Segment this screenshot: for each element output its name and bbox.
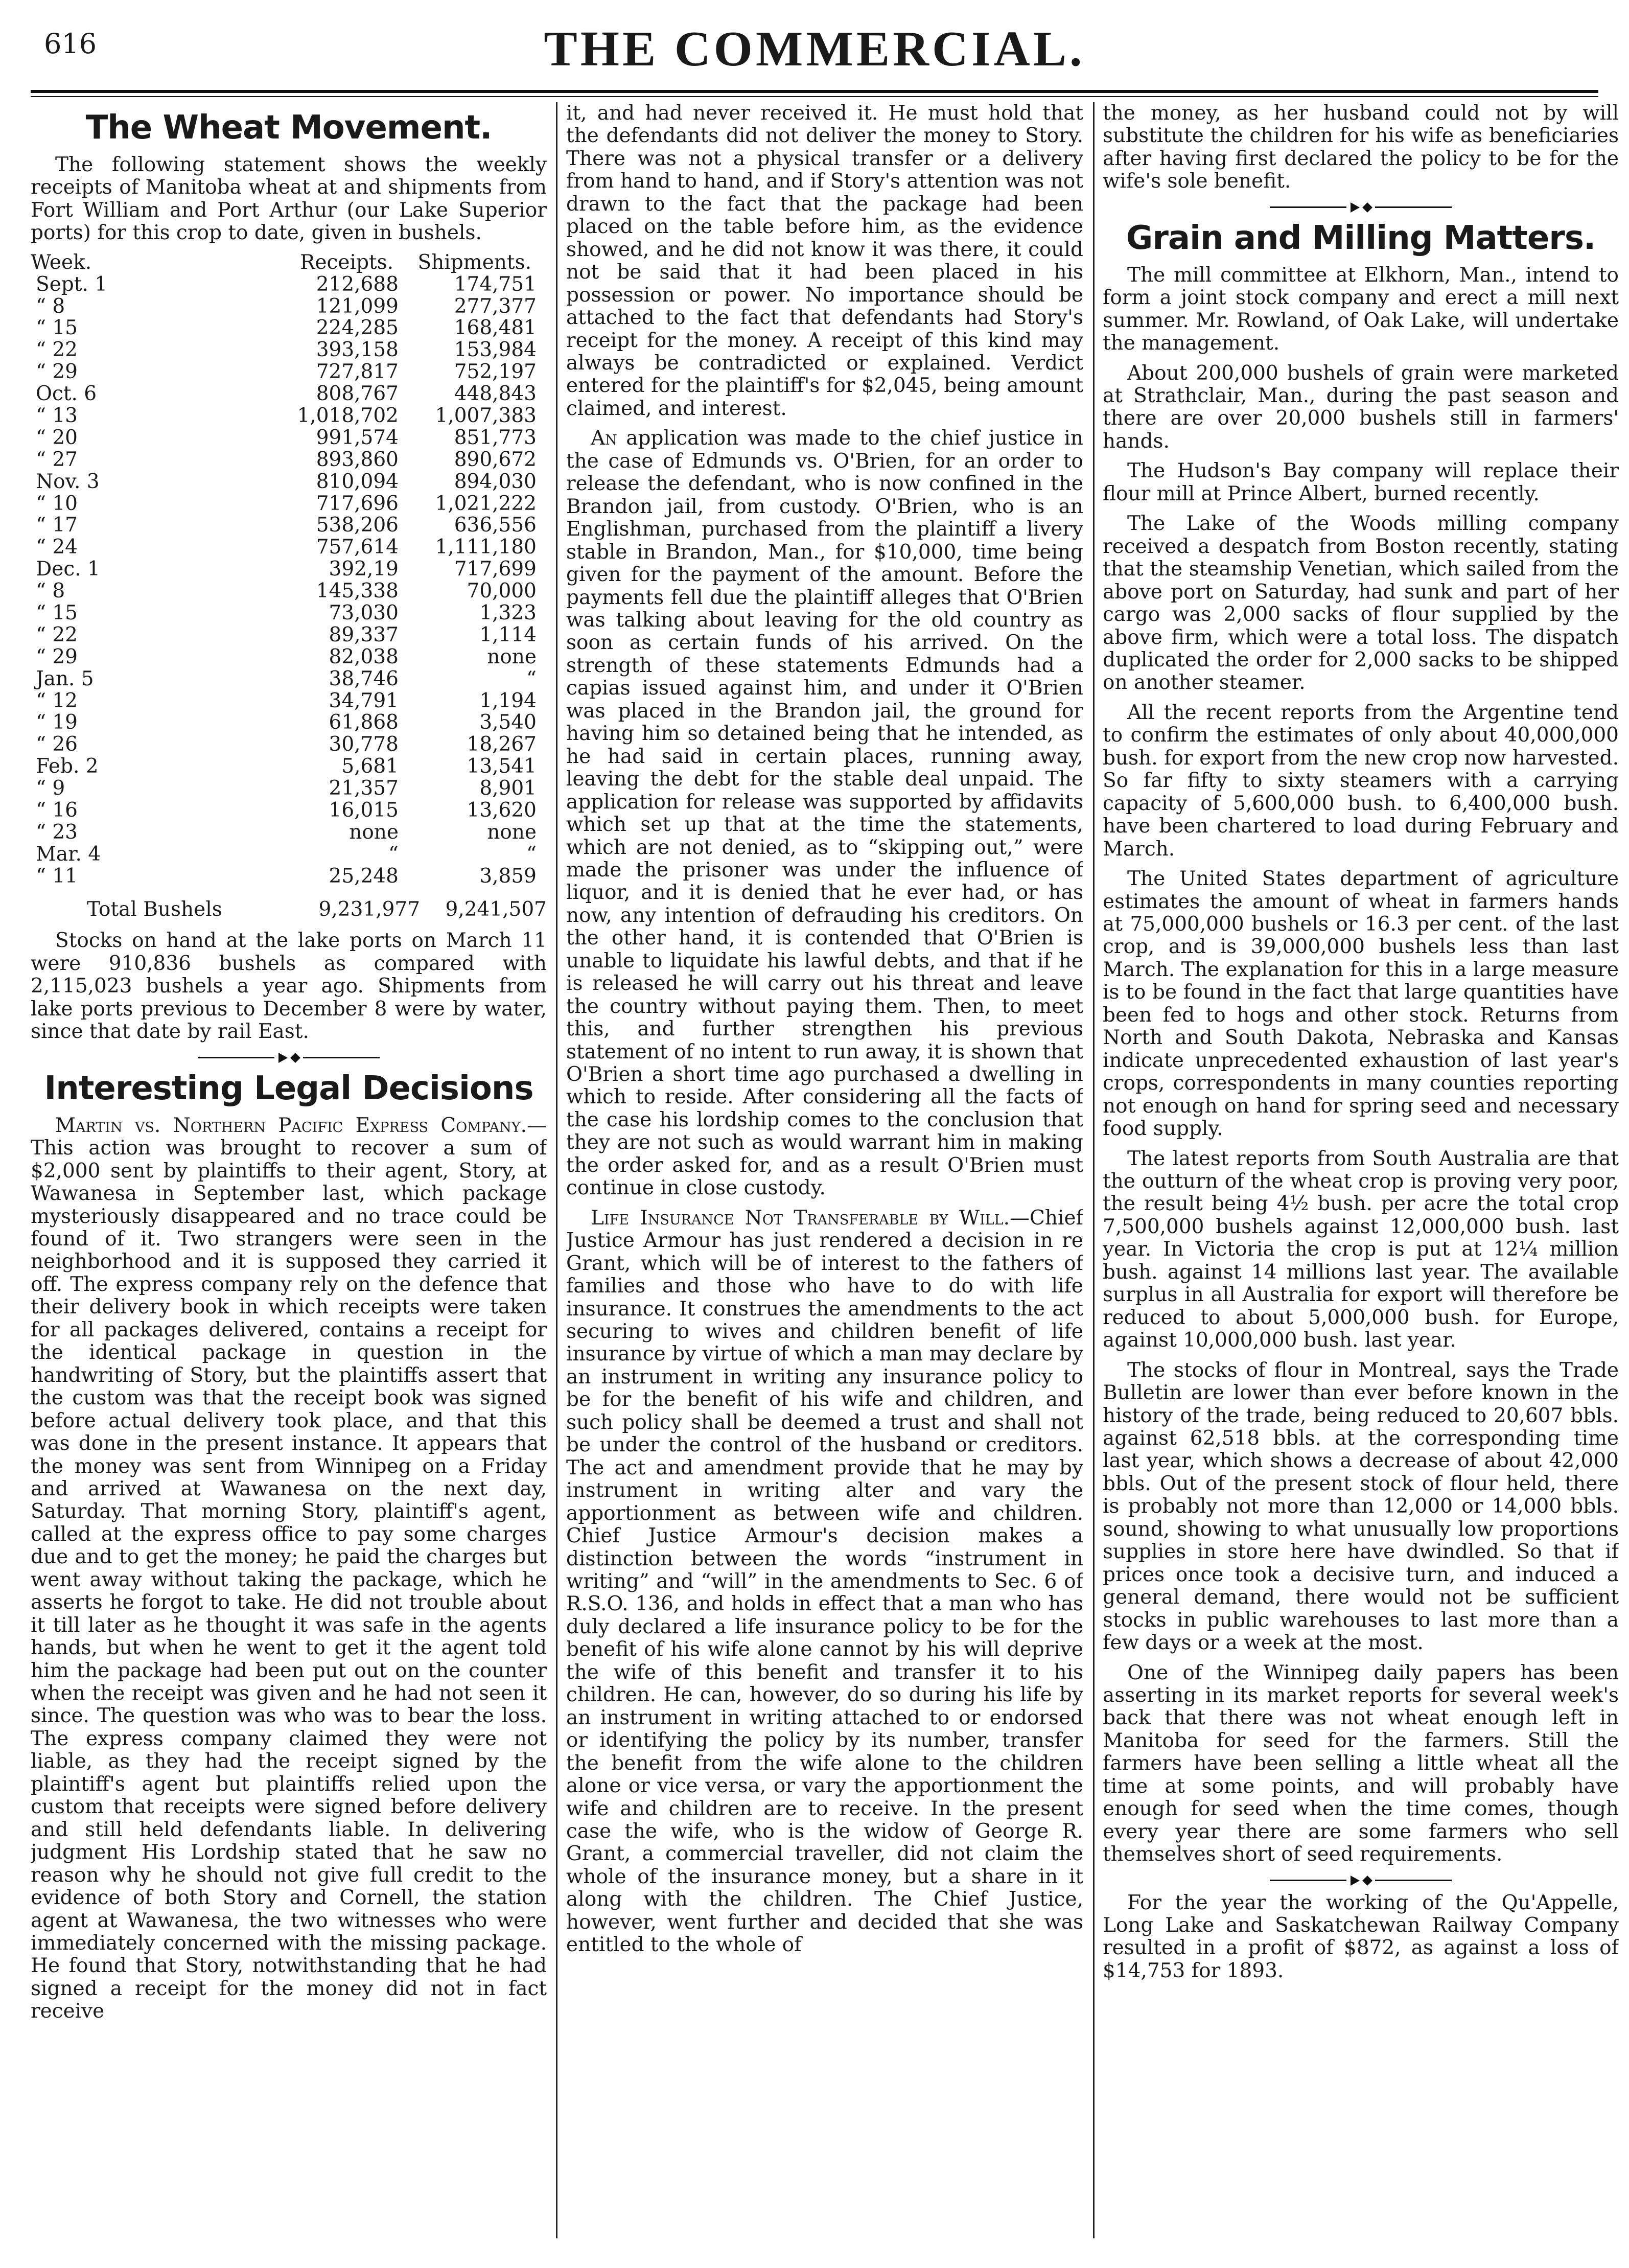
total-label: Total Bushels: [87, 897, 222, 921]
shipments-cell: none: [487, 820, 537, 844]
table-row: [31, 581, 547, 603]
shipments-cell: 3,540: [479, 711, 537, 734]
shipments-cell: 1,323: [479, 601, 537, 625]
section-divider: [31, 1053, 547, 1063]
shipments-cell: 3,859: [479, 864, 537, 888]
shipments-cell: 277,377: [454, 294, 537, 318]
receipts-cell: none: [349, 820, 399, 844]
column-2: [566, 102, 1083, 2238]
receipts-cell: 61,868: [329, 711, 399, 734]
shipments-cell: 168,481: [454, 316, 537, 340]
table-row: [31, 712, 547, 734]
table-row: [31, 537, 547, 559]
header-rule: [31, 90, 1598, 97]
receipts-cell: 121,099: [316, 294, 399, 318]
legal-paragraph-2: [566, 427, 1083, 1199]
column-rule: [556, 102, 557, 2238]
shipments-cell: 70,000: [467, 580, 537, 603]
week-cell: “ 19: [36, 711, 78, 734]
receipts-cell: 212,688: [316, 272, 399, 296]
shipments-cell: 894,030: [454, 470, 537, 493]
grain-paragraph: The Hudson's Bay company will replace their flour mill at Prince Albert, burned recently.: [1103, 459, 1619, 505]
receipts-cell: 717,696: [316, 492, 399, 515]
week-cell: “ 15: [36, 601, 78, 625]
legal-paragraph-1: [31, 1115, 547, 2023]
table-row: [31, 361, 547, 383]
receipts-cell: 5,681: [341, 755, 399, 778]
legal-heading: Interesting Legal Decisions: [44, 1069, 533, 1107]
receipts-cell: 810,094: [316, 470, 399, 493]
week-cell: “ 8: [36, 294, 65, 318]
shipments-cell: 717,699: [454, 558, 537, 581]
case-text: —Chief Justice Armour has just rendered a decision in re Grant, which will be of interest to the fathers of families and those who have to do with life insurance. It construes the amendments to the act securing to wives and children benefit of life insurance by virtue of which a man may declare by an instrument in writing any insurance policy to be for the benefit of his wife and children, and such policy shall be deemed a trust and shall not be under the control of the husband or creditors. The act and amendment provide that he may by instrument in writing alter and vary the apportionment as between wife and children. Chief Justice Armour's decision makes a distinction between the words “instrument in writing” and “will” in the amendments to Sec. 6 of R.S.O. 136, and holds in effect that a man who has duly declared a life insurance policy to be for the benefit of his wife alone cannot by his will deprive the wife of this benefit and transfer it to his children. He can, however, do so during his life by an instrument in writing attached to or endorsed or identifying the policy by its number, transfer the benefit from the wife alone to the children alone or vice versa, or vary the apportionment the wife and children are to receive. In the present case the wife, who is the widow of George R. Grant, a commercial traveller, did not claim the whole of the insurance money, but a share in it along with the children. The Chief Justice, however, went further and decided that she was entitled to the whole of: [566, 1206, 1083, 1957]
shipments-cell: 174,751: [454, 272, 537, 296]
week-cell: Jan. 5: [36, 667, 94, 690]
grain-paragraph: All the recent reports from the Argentine tend to confirm the estimates of only about 40,000,000 bush. for export from the new crop now harvested. So far fifty to sixty steamers with a carrying capacity of 5,600,000 bush. to 6,400,000 bush. have been chartered to load during February and March.: [1103, 701, 1619, 861]
week-cell: “ 16: [36, 799, 78, 822]
table-row: [31, 756, 547, 778]
shipments-cell: 1,021,222: [435, 492, 537, 515]
week-cell: “ 11: [36, 864, 78, 888]
grain-paragraph: One of the Winnipeg daily papers has been asserting in its market reports for several week's back that there was not wheat enough left in Manitoba for seed for the farmers. Still the farmers have been selling a little wheat all the time at some points, and will probably have enough for seed when the time comes, though every year there are some farmers who sell themselves short of seed requirements.: [1103, 1661, 1619, 1866]
receipts-cell: 808,767: [316, 382, 399, 406]
table-row: [31, 668, 547, 690]
week-cell: “ 15: [36, 316, 78, 340]
table-row: [31, 690, 547, 712]
week-cell: “ 8: [36, 580, 65, 603]
case-title: Martin vs. Northern Pacific Express Company.: [55, 1114, 527, 1137]
grain-heading: Grain and Milling Matters.: [1126, 219, 1596, 257]
receipts-cell: 893,860: [316, 448, 399, 471]
legal-paragraph-1-continued: it, and had never received it. He must hold that the defendants did not deliver the money to Story. There was not a physical transfer or a delivery from hand to hand, and if Story's attention was not drawn to the fact that the package had been placed on the table before him, as the evidence showed, and he did not know it was there, it could not be said that it had been placed in his possession or power. No importance should be attached to the fact that defendants had Story's receipt for the money. A receipt of this kind may always be contradicted or explained. Verdict entered for the plaintiff's for $2,045, being amount claimed, and interest.: [566, 102, 1083, 420]
section-divider: [1103, 1876, 1619, 1886]
receipts-cell: 991,574: [316, 426, 399, 449]
wheat-table: [31, 252, 547, 921]
table-row: [31, 800, 547, 822]
receipts-cell: 538,206: [316, 514, 399, 537]
col-week: Week.: [31, 250, 92, 274]
week-cell: “ 17: [36, 514, 78, 537]
table-header: [31, 252, 547, 274]
table-row: [31, 866, 547, 888]
table-total-row: [31, 899, 547, 921]
table-row: [31, 339, 547, 361]
col-receipts: Receipts.: [300, 250, 393, 274]
table-row: [31, 778, 547, 800]
shipments-cell: 1,194: [479, 689, 537, 712]
shipments-cell: 851,773: [454, 426, 537, 449]
grain-paragraph: The stocks of flour in Montreal, says the Trade Bulletin are lower than ever before known in the history of the trade, being reduced to 20,607 bbls. against 62,518 bbls. at the corresponding time last year, which shows a decrease of about 42,000 bbls. Out of the present stock of flour held, there is probably not more than 12,000 or 14,000 bbls. sound, showing to what unusually low proportions supplies in store here have dwindled. So that if prices once took a decisive turn, and induced a general demand, there would not be sufficient stocks in public warehouses to last more than a few days or a week at the most.: [1103, 1358, 1619, 1655]
shipments-cell: 1,111,180: [435, 536, 537, 559]
week-cell: “ 10: [36, 492, 78, 515]
receipts-cell: 757,614: [316, 536, 399, 559]
grain-paragraph: The United States department of agriculture estimates the amount of wheat in farmers hands at 75,000,000 bushels or 16.3 per cent. of the last crop, and is 39,000,000 bushels less than last March. The explanation for this in a large measure is to be found in the fact that large quantities have been fed to hogs and other stock. Returns from North and South Dakota, Nebraska and Kansas indicate unprecedented exhaustion of last year's crops, correspondents in many counties reporting not enough on hand for spring seed and necessary food supply.: [1103, 867, 1619, 1141]
week-cell: Oct. 6: [36, 382, 97, 406]
shipments-cell: 8,901: [479, 777, 537, 800]
table-row: [31, 449, 547, 471]
shipments-cell: none: [487, 645, 537, 668]
table-row: [31, 274, 547, 296]
grain-paragraph: The Lake of the Woods milling company received a despatch from Boston recently, stating that the steamship Venetian, which sailed from the above port on Saturday, had sunk and part of her cargo was 2,000 sacks of flour supplied by the above firm, which were a total loss. The dispatch duplicated the order for 2,000 sacks to be shipped on another steamer.: [1103, 512, 1619, 695]
shipments-cell: “: [526, 667, 537, 690]
shipments-cell: 636,556: [454, 514, 537, 537]
table-body: [31, 274, 547, 888]
shipments-cell: 13,541: [467, 755, 537, 778]
col-shipments: Shipments.: [417, 250, 531, 274]
wheat-intro: The following statement shows the weekly receipts of Manitoba wheat at and shipments from Fort William and Port Arthur (our Lake Superior ports) for this crop to date, given in bushels.: [31, 153, 547, 245]
shipments-cell: 1,114: [479, 623, 537, 646]
week-cell: Nov. 3: [36, 470, 100, 493]
week-cell: “ 9: [36, 777, 65, 800]
week-cell: Sept. 1: [36, 272, 108, 296]
receipts-cell: 82,038: [329, 645, 399, 668]
receipts-cell: 1,018,702: [297, 404, 399, 427]
wheat-stocks-note: Stocks on hand at the lake ports on March 11 were 910,836 bushels as compared with 2,115,023 bushels a year ago. Shipments from lake ports previous to December 8 were by water, since that date by rail East.: [31, 929, 547, 1044]
grain-paragraphs: [1103, 264, 1619, 1866]
receipts-cell: 73,030: [329, 601, 399, 625]
week-cell: Feb. 2: [36, 755, 99, 778]
case-text: —This action was brought to recover a sum of $2,000 sent by plaintiffs to their agent, Story, at Wawanesa in September last, which package mysteriously disappeared and no trace could be found of it. Two strangers were seen in the neighborhood and it is supposed they carried it off. The express company rely on the defence that their delivery book in which receipts were taken for all packages delivered, contains a receipt for the identical package in question in the handwriting of Story, but the plaintiffs assert that the custom was that the receipt book was signed before actual delivery took place, and that this was done in the present instance. It appears that the money was sent from Winnipeg on a Friday and arrived at Wawanesa on the next day, Saturday. That morning Story, plaintiff's agent, called at the express office to pay some charges due and to get the money; he paid the charges but went away without taking the package, which he asserts he forgot to take. He did not trouble about it till later as he thought it was safe in the agents hands, but when he went to get it the agent told him the package had been put out on the counter when the receipt was given and he had not seen it since. The question was who was to bear the loss. The express company claimed they were not liable, as they had the receipt signed by the plaintiff's agent but plaintiffs relied upon the custom that receipts were signed before delivery and still held defendants liable. In delivering judgment His Lordship stated that he saw no reason why he should not give full credit to the evidence of both Story and Cornell, the station agent at Wawanesa, the two witnesses who were immediately concerned with the missing package. He found that Story, notwithstanding that he had signed a receipt for the money did not in fact receive: [31, 1114, 547, 2023]
legal-paragraph-3-continued: the money, as her husband could not by will substitute the children for his wife as beneficiaries after having first declared the policy to be for the wife's sole benefit.: [1103, 102, 1619, 193]
table-row: [31, 515, 547, 537]
table-row: [31, 559, 547, 581]
table-row: [31, 734, 547, 756]
section-divider: [1103, 202, 1619, 213]
grain-paragraph: The mill committee at Elkhorn, Man., intend to form a joint stock company and erect a mill next summer. Mr. Rowland, of Oak Lake, will undertake the management.: [1103, 263, 1619, 355]
total-receipts: 9,231,977: [318, 897, 421, 921]
week-cell: “ 13: [36, 404, 78, 427]
receipts-cell: 145,338: [316, 580, 399, 603]
shipments-cell: 1,007,383: [435, 404, 537, 427]
receipts-cell: 224,285: [316, 316, 399, 340]
week-cell: “ 29: [36, 645, 78, 668]
table-row: [31, 383, 547, 405]
week-cell: “ 26: [36, 733, 78, 756]
column-rule: [1093, 102, 1095, 2238]
legal-paragraph-3: [566, 1207, 1083, 1957]
wheat-heading: The Wheat Movement.: [85, 109, 492, 147]
receipts-cell: 393,158: [316, 338, 399, 362]
table-row: [31, 427, 547, 449]
receipts-cell: 727,817: [316, 360, 399, 384]
table-row: [31, 471, 547, 493]
table-row: [31, 603, 547, 624]
total-shipments: 9,241,507: [445, 897, 547, 921]
week-cell: “ 22: [36, 623, 78, 646]
week-cell: “ 12: [36, 689, 78, 712]
table-row: [31, 296, 547, 318]
week-cell: Dec. 1: [36, 558, 100, 581]
shipments-cell: 13,620: [467, 799, 537, 822]
receipts-cell: 38,746: [329, 667, 399, 690]
column-3: [1103, 102, 1619, 2238]
shipments-cell: 890,672: [454, 448, 537, 471]
shipments-cell: “: [526, 842, 537, 866]
week-cell: “ 23: [36, 820, 78, 844]
receipts-cell: 30,778: [329, 733, 399, 756]
receipts-cell: 89,337: [329, 623, 399, 646]
week-cell: “ 27: [36, 448, 78, 471]
paragraph-lead: An: [591, 427, 617, 450]
week-cell: Mar. 4: [36, 842, 101, 866]
page-number: 616: [44, 28, 97, 60]
table-row: [31, 405, 547, 427]
masthead: THE COMMERCIAL.: [544, 21, 1085, 77]
table-row: [31, 493, 547, 515]
table-row: [31, 646, 547, 668]
table-row: [31, 317, 547, 339]
receipts-cell: “: [388, 842, 399, 866]
shipments-cell: 153,984: [454, 338, 537, 362]
receipts-cell: 392,19: [329, 558, 399, 581]
grain-paragraph: The latest reports from South Australia are that the outturn of the wheat crop is proving very poor, the result being 4½ bush. per acre the total crop 7,500,000 bushels against 12,000,000 bush. last year. In Victoria the crop is put at 12¼ million bush. against 14 millions last year. The available surplus in all Australia for export will therefore be reduced to about 5,000,000 bush. for Europe, against 10,000,000 bush. last year.: [1103, 1147, 1619, 1352]
shipments-cell: 752,197: [454, 360, 537, 384]
week-cell: “ 29: [36, 360, 78, 384]
railway-note: For the year the working of the Qu'Appelle, Long Lake and Saskatchewan Railway Company resulted in a profit of $872, as against a loss of $14,753 for 1893.: [1103, 1891, 1619, 1982]
receipts-cell: 25,248: [329, 864, 399, 888]
table-row: [31, 822, 547, 844]
case-title: Life Insurance Not Transferable by Will.: [591, 1206, 1010, 1230]
receipts-cell: 21,357: [329, 777, 399, 800]
week-cell: “ 22: [36, 338, 78, 362]
table-row: [31, 624, 547, 646]
grain-paragraph: About 200,000 bushels of grain were marketed at Strathclair, Man., during the past season and there are over 20,000 bushels still in farmers' hands.: [1103, 361, 1619, 453]
table-row: [31, 844, 547, 866]
column-1: [31, 102, 547, 2238]
receipts-cell: 16,015: [329, 799, 399, 822]
paragraph-text: application was made to the chief justice in the case of Edmunds vs. O'Brien, for an order to release the defendant, who is now confined in the Brandon jail, from custody. O'Brien, who is an Englishman, purchased from the plaintiff a livery stable in Brandon, Man., for $10,000, time being given for the payment of the amount. Before the payments fell due the plaintiff alleges that O'Brien was talking about leaving for the old country as soon as certain funds of his arrived. On the strength of these statements Edmunds had a capias issued against him, and under it O'Brien was placed in the Brandon jail, the ground for having him so detained being that he intended, as he had said in certain places, running away, leaving the debt for the stable deal unpaid. The application for release was supported by affidavits which set up that at the time the statements, which are not denied, as to “skipping out,” were made the prisoner was under the influence of liquor, and it is denied that he ever had, or has now, any intention of defrauding his creditors. On the other hand, it is contended that O'Brien is unable to liquidate his lawful debts, and that if he is released he will carry out his threat and leave the country without paying them. Then, to meet this, and further strengthen his previous statement of no intent to run away, it is shown that O'Brien a short time ago purchased a dwelling in which to reside. After considering all the facts of the case his lordship comes to the conclusion that they are not such as would warrant him in making the order asked for, and as a result O'Brien must continue in close custody.: [566, 427, 1083, 1200]
receipts-cell: 34,791: [329, 689, 399, 712]
shipments-cell: 18,267: [467, 733, 537, 756]
shipments-cell: 448,843: [454, 382, 537, 406]
week-cell: “ 24: [36, 536, 78, 559]
week-cell: “ 20: [36, 426, 78, 449]
